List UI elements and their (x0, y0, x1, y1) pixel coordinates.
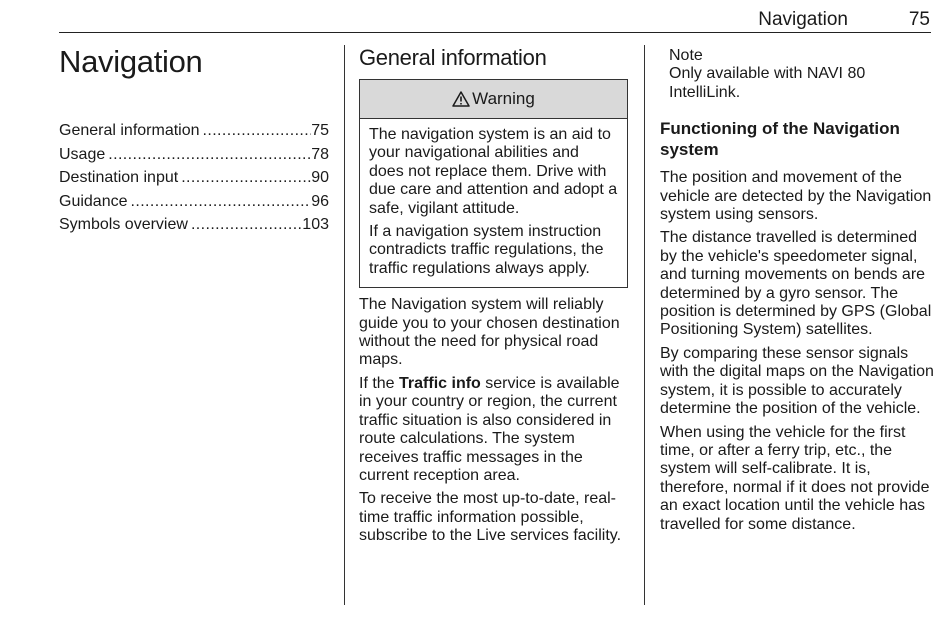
toc-page: 103 (302, 216, 329, 233)
body-paragraph: When using the vehicle for the first time, or after a ferry trip, etc., the system will self-calibrate. It is, therefore, normal if it does not provide an exact location until the vehicle has travelled for some distance. (660, 423, 930, 533)
subsection-heading: Functioning of the Navigation system (660, 119, 900, 160)
traffic-info-term: Traffic info (399, 374, 481, 392)
section-heading: General information (359, 45, 547, 70)
body-paragraph: The Navigation system will reliably guide you to your chosen destination without the need for physical road maps. (359, 296, 620, 369)
toc-label: General information (59, 122, 200, 139)
page-number: 75 (908, 9, 930, 30)
note-block (660, 47, 935, 102)
note-title: Note (669, 47, 703, 64)
table-of-contents (59, 119, 329, 237)
toc-page: 96 (311, 192, 329, 210)
body-paragraph: The position and movement of the vehicle are detected by the Navigation system using sensors. (660, 169, 932, 224)
toc-leader-dots (188, 213, 302, 237)
toc-leader-dots (178, 166, 311, 190)
toc-item-destination-input[interactable] (59, 166, 329, 190)
text-fragment: If the (359, 374, 400, 392)
column-divider-1 (344, 45, 345, 605)
header-section-title: Navigation (758, 9, 848, 30)
toc-label: Guidance (59, 192, 128, 210)
toc-page: 78 (311, 145, 329, 163)
warning-header (360, 80, 627, 119)
toc-page: 90 (311, 169, 329, 186)
warning-paragraph: The navigation system is an aid to your navigational abilities and does not replace them. Drive with due care and attention and adopt a safe, vigilant attitude. (369, 126, 618, 217)
warning-triangle-icon (452, 91, 470, 107)
toc-leader-dots (128, 190, 312, 214)
page-header (59, 6, 931, 33)
toc-leader-dots (200, 119, 312, 143)
text-fragment: service is available in your country or region, the current traffic situation is also considered in route calculations. The system receives traffic messages in the current reception area. (359, 374, 620, 484)
toc-item-symbols-overview[interactable] (59, 213, 329, 237)
general-information-column (359, 45, 629, 546)
toc-label: Destination input (59, 169, 179, 186)
warning-box (359, 79, 628, 288)
body-paragraph: The distance travelled is determined by the vehicle's speedometer signal, and turning movements on bends are determined by a gyro sensor. The position is determined by GPS (Global Positioning System) satellites. (660, 229, 932, 339)
toc-leader-dots (105, 143, 311, 167)
chapter-title: Navigation (59, 44, 203, 79)
body-paragraph: By comparing these sensor signals with the digital maps on the Navigation system, it is possible to accurately determine the position of the vehicle. (660, 344, 934, 418)
general-body (359, 296, 629, 545)
toc-page: 75 (311, 122, 329, 139)
chapter-column (59, 44, 329, 237)
body-paragraph: To receive the most up-to-date, real-time traffic information possible, subscribe to the Live services facility. (359, 490, 622, 545)
toc-item-usage[interactable] (59, 143, 329, 167)
toc-item-general-information[interactable] (59, 119, 329, 143)
warning-title: Warning (472, 89, 535, 108)
body-paragraph-traffic (359, 375, 629, 485)
note-text: Only available with NAVI 80 IntelliLink. (669, 65, 866, 101)
toc-label: Usage (59, 145, 106, 163)
toc-item-guidance[interactable] (59, 190, 329, 214)
column-divider-2 (644, 45, 645, 605)
functioning-column (660, 47, 935, 534)
warning-body (360, 119, 627, 287)
warning-paragraph: If a navigation system instruction contradicts traffic regulations, the traffic regulations always apply. (369, 223, 604, 277)
toc-label: Symbols overview (59, 216, 188, 233)
